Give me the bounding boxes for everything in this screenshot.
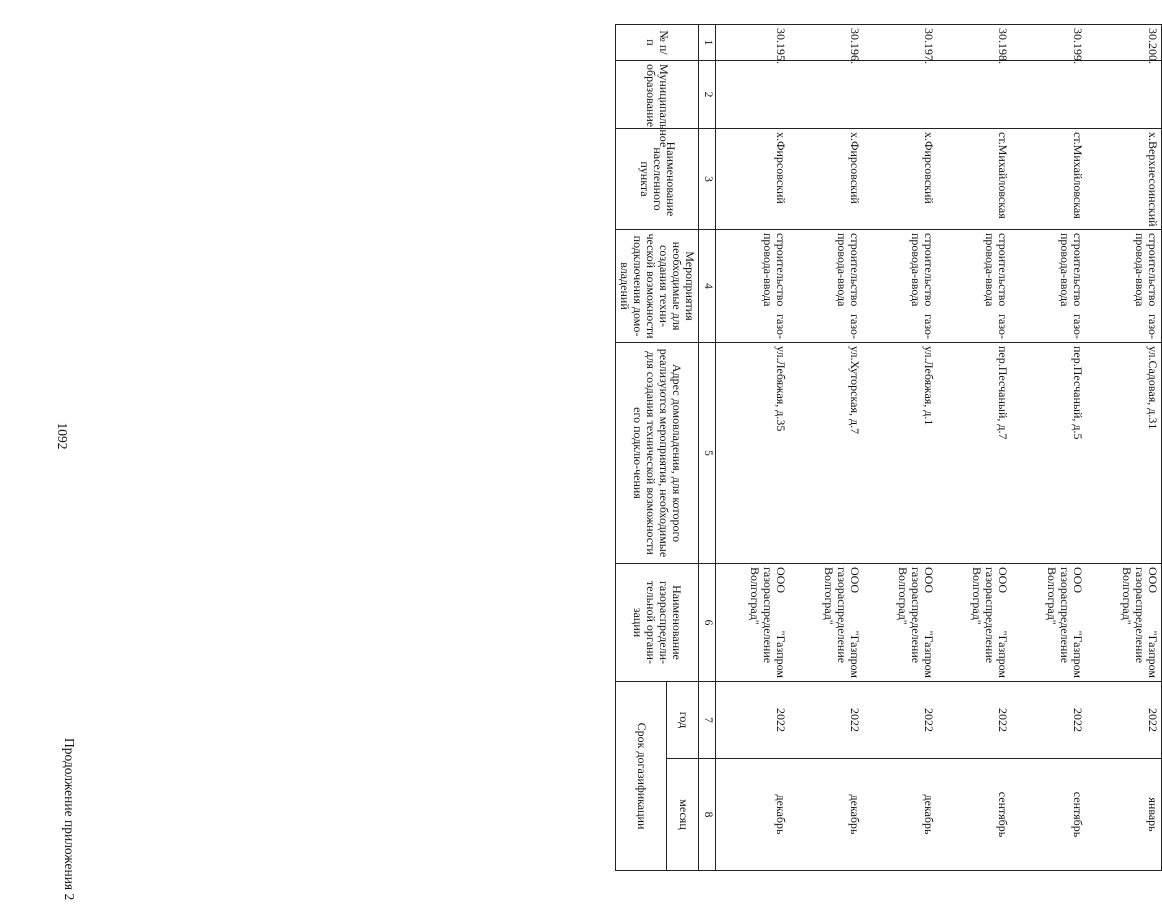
row-number: 30.197.: [864, 25, 938, 61]
table-row: [1087, 25, 1162, 871]
header-number: № п/п: [616, 25, 699, 61]
row-year: 2022: [1087, 682, 1162, 759]
row-number: 30.199.: [1013, 25, 1087, 61]
column-number: 5: [699, 343, 716, 564]
row-month: декабрь: [790, 759, 864, 871]
table-row: [938, 25, 1012, 871]
row-measure: строительство газо-провода-ввода: [1013, 230, 1087, 343]
row-address: ул.Лебяжая, д.35: [716, 343, 791, 564]
row-organization: ООО "Газпром газораспределение Волгоград": [1087, 564, 1162, 682]
row-municipality: [938, 61, 1012, 129]
row-settlement: х.Фирсовский: [790, 129, 864, 230]
column-number: 8: [699, 759, 716, 871]
table-row: [716, 25, 791, 871]
row-organization: ООО "Газпром газораспределение Волгоград": [864, 564, 938, 682]
header-settlement: Наименование населенного пункта: [616, 129, 699, 230]
row-address: пер.Песчаный, д.7: [938, 343, 1012, 564]
row-number: 30.198.: [938, 25, 1012, 61]
header-municipality: Муниципальное образование: [616, 61, 699, 129]
row-measure: строительство газо-провода-ввода: [938, 230, 1012, 343]
column-number: 7: [699, 682, 716, 759]
column-number: 2: [699, 61, 716, 129]
header-organization: Наименование газораспредели-тельной органи-зации: [616, 564, 699, 682]
row-number: 30.195.: [716, 25, 791, 61]
row-organization: ООО "Газпром газораспределение Волгоград": [938, 564, 1012, 682]
row-month: сентябрь: [1013, 759, 1087, 871]
header-deadline: Срок догазификации: [616, 682, 667, 871]
row-year: 2022: [938, 682, 1012, 759]
row-address: ул.Садовая, д.31: [1087, 343, 1162, 564]
header-year: год: [667, 682, 699, 759]
row-settlement: х.Фирсовский: [864, 129, 938, 230]
row-measure: строительство газо-провода-ввода: [1087, 230, 1162, 343]
row-measure: строительство газо-провода-ввода: [716, 230, 791, 343]
row-address: пер.Песчаный, д.5: [1013, 343, 1087, 564]
column-number: 6: [699, 564, 716, 682]
row-address: ул.Лебяжая, д.1: [864, 343, 938, 564]
row-municipality: [1013, 61, 1087, 129]
header-address: Адрес домовладения, для которого реализуются мероприятия, необходимые для создания технической возможности его подклю-чения: [616, 343, 699, 564]
row-municipality: [864, 61, 938, 129]
row-month: сентябрь: [938, 759, 1012, 871]
row-settlement: х.Верхнесоинский: [1087, 129, 1162, 230]
column-number: 1: [699, 25, 716, 61]
row-month: декабрь: [864, 759, 938, 871]
row-municipality: [716, 61, 791, 129]
table-row: [864, 25, 938, 871]
row-municipality: [1087, 61, 1162, 129]
row-measure: строительство газо-провода-ввода: [790, 230, 864, 343]
row-number: 30.200.: [1087, 25, 1162, 61]
table-row: [790, 25, 864, 871]
continuation-label: Продолжение приложения 2: [62, 738, 77, 901]
gasification-table: [615, 24, 1162, 871]
table-row: [1013, 25, 1087, 871]
column-number: 3: [699, 129, 716, 230]
row-organization: ООО "Газпром газораспределение Волгоград": [790, 564, 864, 682]
row-settlement: х.Фирсовский: [716, 129, 791, 230]
header-month: месяц: [667, 759, 699, 871]
row-settlement: ст.Михайловская: [938, 129, 1012, 230]
row-measure: строительство газо-провода-ввода: [864, 230, 938, 343]
row-municipality: [790, 61, 864, 129]
row-organization: ООО "Газпром газораспределение Волгоград": [716, 564, 791, 682]
row-address: ул.Хуторская, д.7: [790, 343, 864, 564]
page-number: 1092: [55, 422, 70, 450]
row-year: 2022: [790, 682, 864, 759]
row-month: январь: [1087, 759, 1162, 871]
row-month: декабрь: [716, 759, 791, 871]
row-year: 2022: [864, 682, 938, 759]
row-year: 2022: [716, 682, 791, 759]
row-number: 30.196.: [790, 25, 864, 61]
row-organization: ООО "Газпром газораспределение Волгоград": [1013, 564, 1087, 682]
column-number: 4: [699, 230, 716, 343]
row-year: 2022: [1013, 682, 1087, 759]
header-measures: Мероприятия необходимые для создания техни-ческой возможности подключения домо-владений: [616, 230, 699, 343]
row-settlement: ст.Михайловская: [1013, 129, 1087, 230]
